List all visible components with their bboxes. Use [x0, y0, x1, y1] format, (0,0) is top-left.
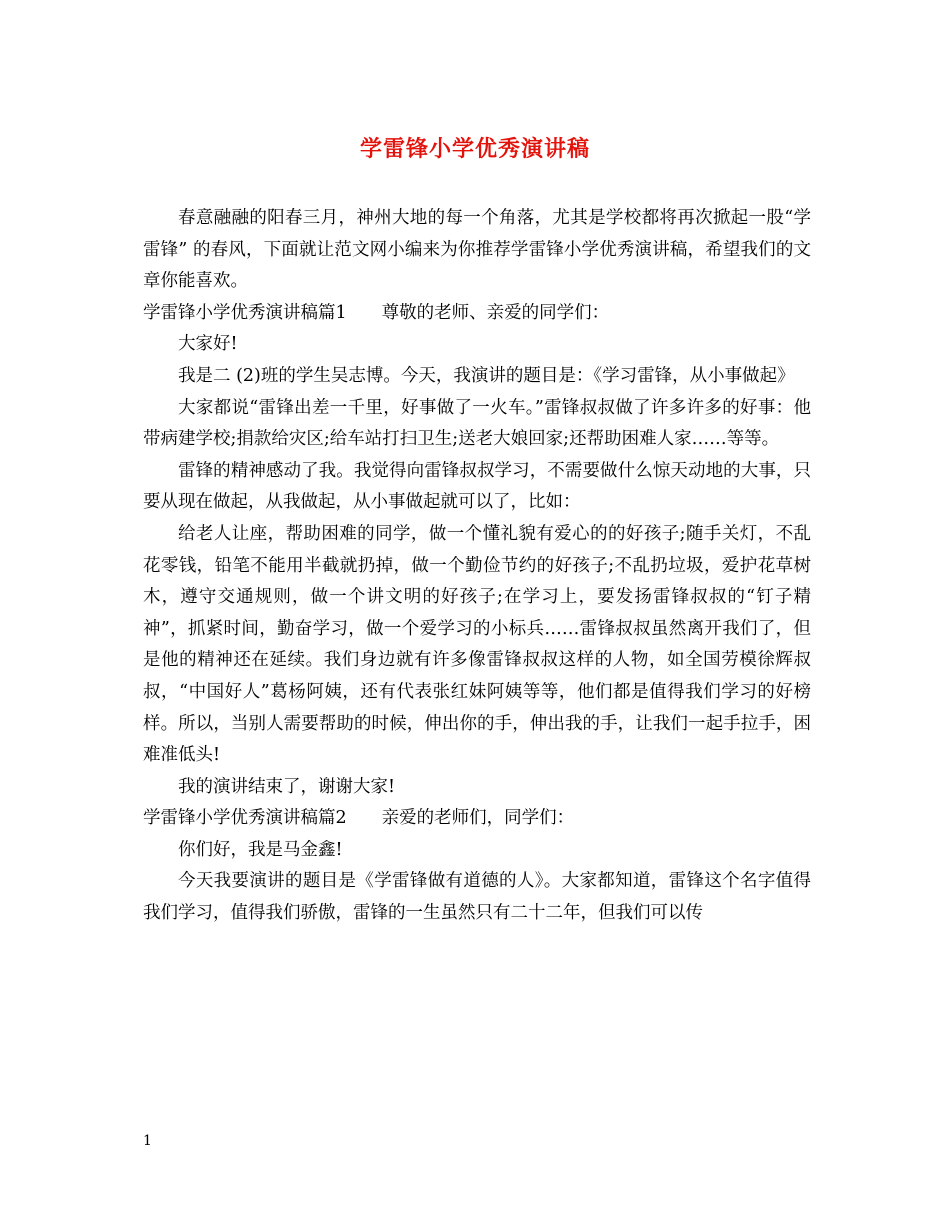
body-paragraph: 大家都说“雷锋出差一千里，好事做了一火车。”雷锋叔叔做了许多许多的好事：他带病建学校;捐款给灾区;给车站打扫卫生;送老大娘回家;还帮助困难人家……等等。	[143, 397, 811, 450]
document-body	[143, 203, 811, 930]
section-heading-1: 学雷锋小学优秀演讲稿篇1 尊敬的老师、亲爱的同学们：	[143, 302, 610, 323]
intro-paragraph: 春意融融的阳春三月，神州大地的每一个角落，尤其是学校都将再次掀起一股“学雷锋” 的春风，下面就让范文网小编来为你推荐学雷锋小学优秀演讲稿，希望我们的文章你能喜欢。	[143, 208, 811, 292]
body-paragraph: 给老人让座，帮助困难的同学，做一个懂礼貌有爱心的的好孩子;随手关灯，不乱花零钱，铅笔不能用半截就扔掉，做一个勤俭节约的好孩子;不乱扔垃圾，爱护花草树木，遵守交通规则，做一个讲文明的好孩子;在学习上，要发扬雷锋叔叔的“钉子精神”，抓紧时间，勤奋学习，做一个爱学习的小标兵……雷锋叔叔虽然离开我们了，但是他的精神还在延续。我们身边就有许多像雷锋叔叔这样的人物，如全国劳模徐辉叔叔，“中国好人”葛杨阿姨，还有代表张红妹阿姨等等，他们都是值得我们学习的好榜样。所以，当别人需要帮助的时候，伸出你的手，伸出我的手，让我们一起手拉手，困难准低头!	[143, 523, 811, 766]
greeting-paragraph: 大家好!	[178, 334, 238, 355]
page-number: 1	[143, 1133, 152, 1149]
body-paragraph: 今天我要演讲的题目是《学雷锋做有道德的人》。大家都知道，雷锋这个名字值得我们学习，值得我们骄傲，雷锋的一生虽然只有二十二年，但我们可以传	[143, 871, 811, 924]
document-title: 学雷锋小学优秀演讲稿	[359, 136, 590, 162]
section-heading-2: 学雷锋小学优秀演讲稿篇2 亲爱的老师们，同学们：	[143, 808, 575, 829]
body-paragraph: 我是二 (2)班的学生吴志博。今天，我演讲的题目是：《学习雷锋，从小事做起》	[178, 365, 795, 386]
greeting-paragraph: 你们好，我是马金鑫!	[178, 839, 343, 860]
body-paragraph: 雷锋的精神感动了我。我觉得向雷锋叔叔学习，不需要做什么惊天动地的大事，只要从现在做起，从我做起，从小事做起就可以了，比如：	[143, 460, 811, 513]
closing-paragraph: 我的演讲结束了，谢谢大家!	[178, 776, 396, 797]
